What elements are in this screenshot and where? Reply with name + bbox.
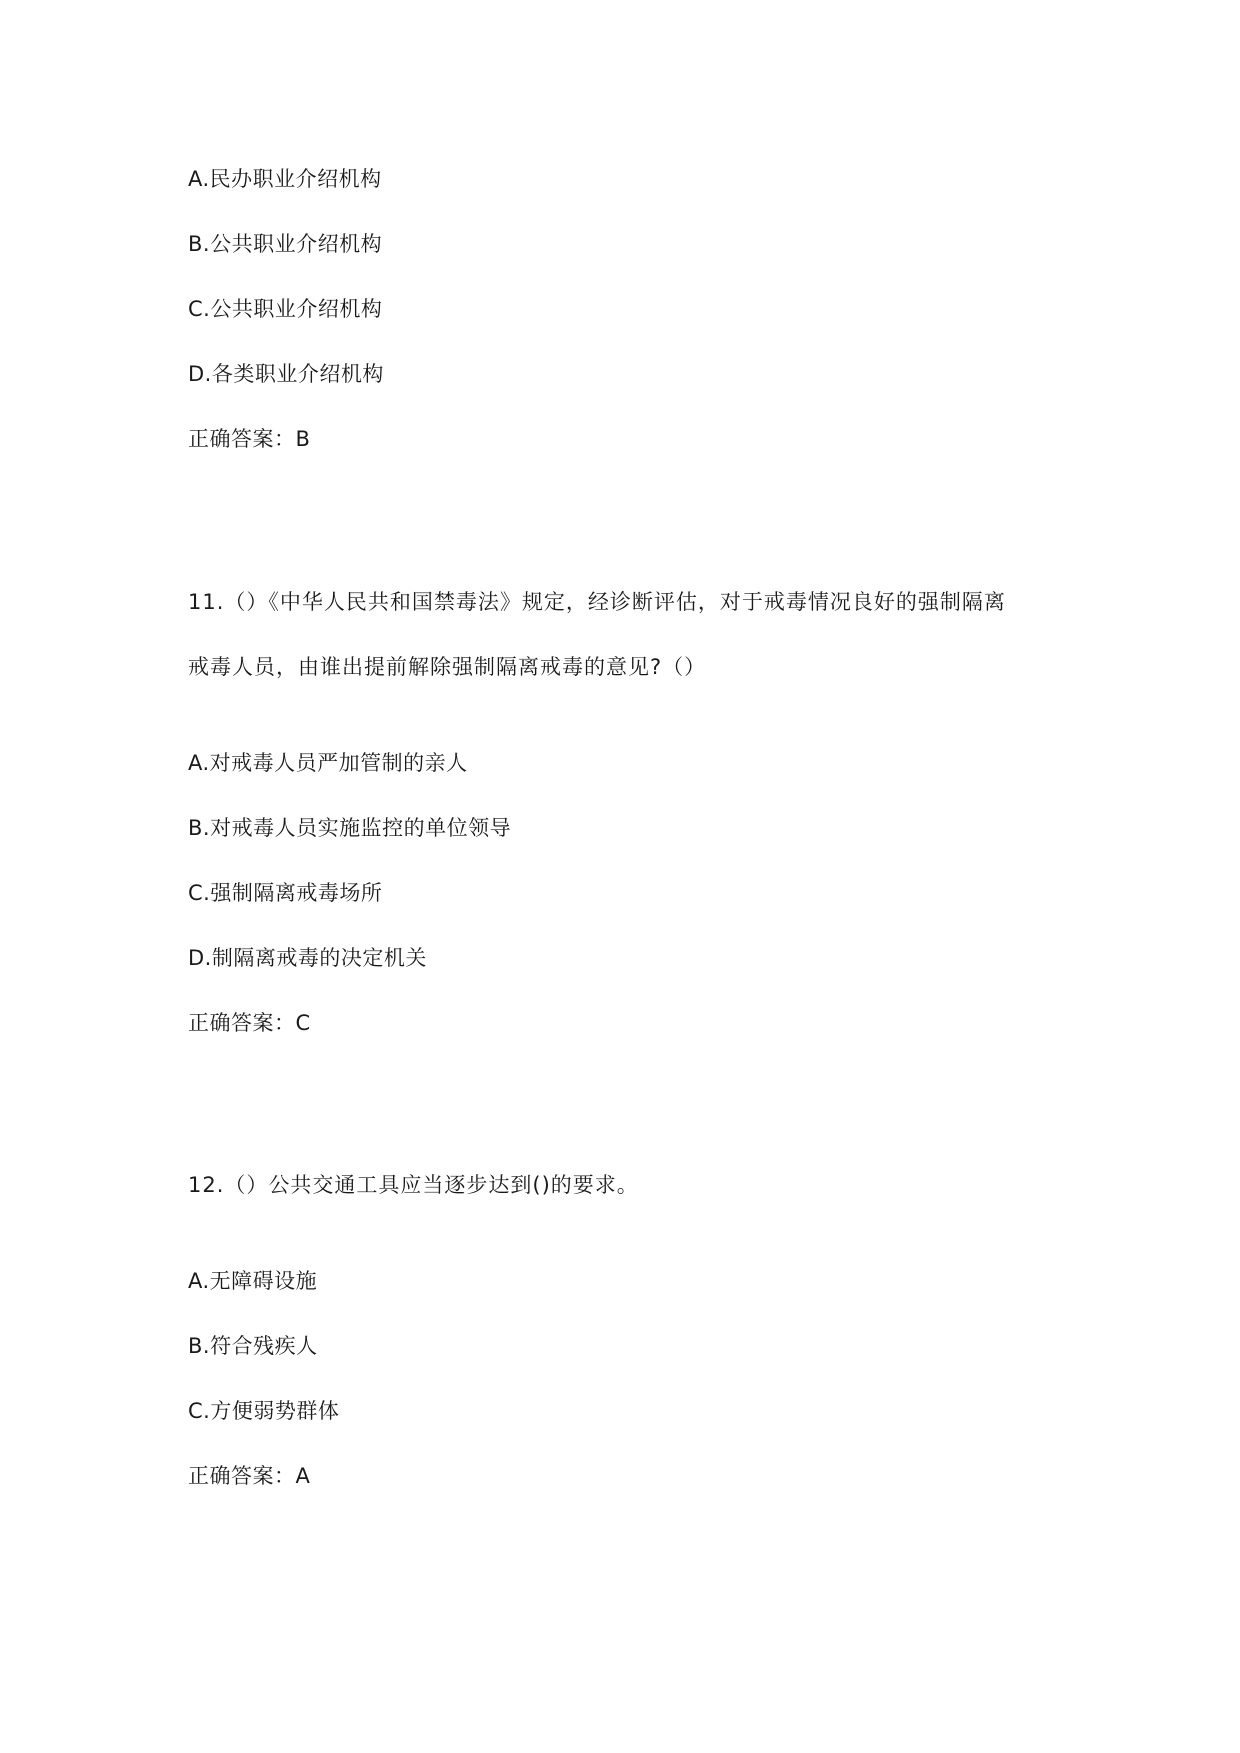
option-c: C.方便弱势群体 xyxy=(188,1399,340,1423)
option-a: A.民办职业介绍机构 xyxy=(188,167,382,191)
option-b: B.对戒毒人员实施监控的单位领导 xyxy=(188,816,512,840)
option-d: D.各类职业介绍机构 xyxy=(188,362,384,386)
correct-answer: 正确答案：B xyxy=(188,427,311,451)
option-d: D.制隔离戒毒的决定机关 xyxy=(188,946,427,970)
option-b: B.公共职业介绍机构 xyxy=(188,232,383,256)
question-text-continued: 戒毒人员，由谁出提前解除强制隔离戒毒的意见?（） xyxy=(188,655,707,679)
option-c: C.公共职业介绍机构 xyxy=(188,297,383,321)
correct-answer: 正确答案：A xyxy=(188,1464,311,1488)
correct-answer: 正确答案：C xyxy=(188,1011,311,1035)
question-text: 12.（）公共交通工具应当逐步达到()的要求。 xyxy=(188,1173,639,1197)
option-c: C.强制隔离戒毒场所 xyxy=(188,881,383,905)
option-b: B.符合残疾人 xyxy=(188,1334,318,1358)
option-a: A.无障碍设施 xyxy=(188,1269,318,1293)
option-a: A.对戒毒人员严加管制的亲人 xyxy=(188,751,468,775)
question-text: 11.（）《中华人民共和国禁毒法》规定，经诊断评估，对于戒毒情况良好的强制隔离 xyxy=(188,590,1006,614)
